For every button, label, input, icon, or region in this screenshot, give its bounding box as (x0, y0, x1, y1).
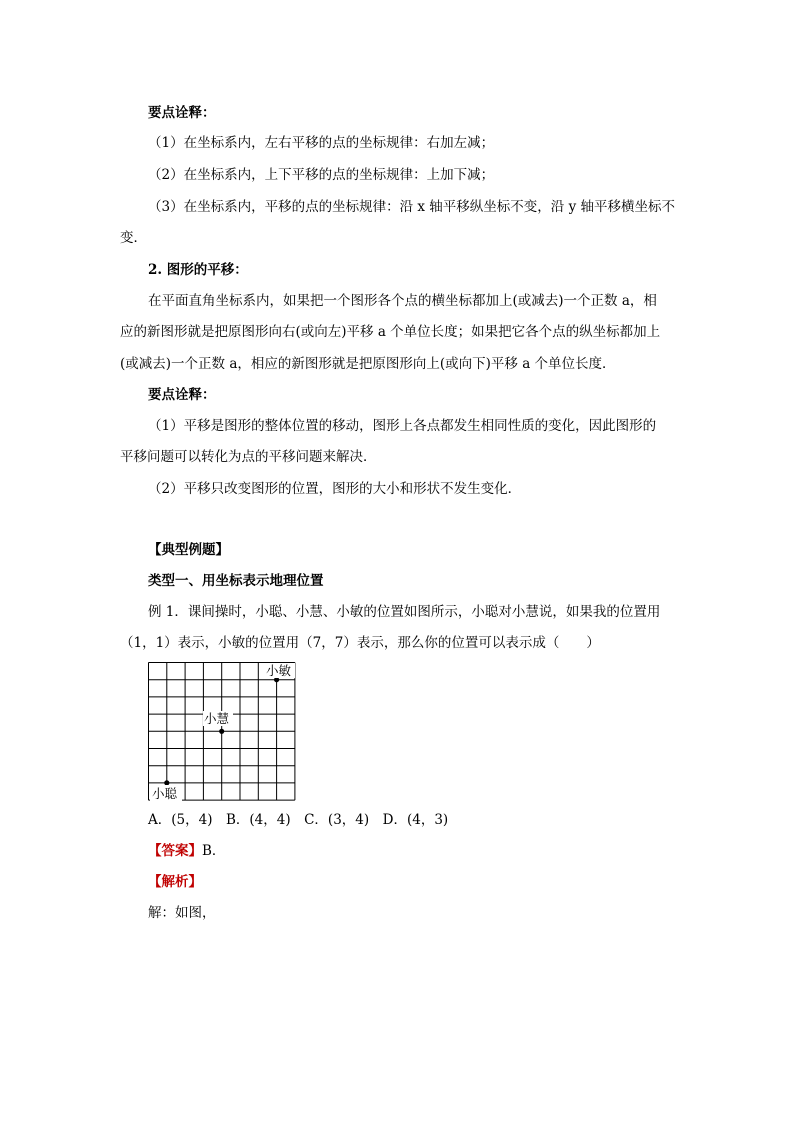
analysis-label: 【解析】 (148, 874, 202, 890)
answer-options: A．(5，4) B．(4，4) C．(3，4) D．(4，3) (148, 812, 449, 828)
answer-value: B． (202, 843, 226, 859)
type-heading: 类型一、用坐标表示地理位置 (148, 573, 324, 589)
position-grid-svg (148, 662, 296, 802)
question-line1: 例 1．课间操时，小聪、小慧、小敏的位置如图所示，小聪对小慧说，如果我的位置用 (148, 604, 661, 620)
heading-key-points: 要点诠释： (148, 105, 216, 121)
section-typical-examples: 【典型例题】 (148, 542, 229, 558)
paragraph-rule-3-line2: 变． (120, 230, 147, 246)
heading-figure-translation: 2. 图形的平移： (148, 262, 248, 278)
label-xiaomin: 小敏 (266, 663, 292, 678)
paragraph-note-1-line1: （1）平移是图形的整体位置的移动，图形上各点都发生相同性质的变化，因此图形的 (148, 418, 657, 434)
paragraph-translation-line1: 在平面直角坐标系内，如果把一个图形各个点的横坐标都加上(或减去)一个正数 a，相 (148, 293, 657, 309)
heading-key-points-2: 要点诠释： (148, 387, 216, 403)
point-xiaocong (164, 780, 169, 785)
paragraph-translation-line2: 应的新图形就是把原图形向右(或向左)平移 a 个单位长度；如果把它各个点的纵坐标都加上 (120, 324, 661, 340)
position-grid-figure (148, 662, 296, 802)
label-xiaocong: 小聪 (152, 786, 178, 801)
solution-text: 解：如图， (148, 905, 216, 921)
answer-label: 【答案】 (148, 843, 202, 859)
paragraph-note-1-line2: 平移问题可以转化为点的平移问题来解决． (120, 449, 377, 465)
paragraph-rule-1: （1）在坐标系内，左右平移的点的坐标规律：右加左减； (148, 135, 495, 151)
paragraph-rule-3-line1: （3）在坐标系内，平移的点的坐标规律：沿 x 轴平移纵坐标不变，沿 y 轴平移横坐标不 (148, 199, 675, 215)
label-xiaohui: 小慧 (204, 711, 230, 726)
answer-row (148, 842, 225, 860)
paragraph-translation-line3: (或减去)一个正数 a，相应的新图形就是把原图形向上(或向下)平移 a 个单位长度． (120, 356, 616, 372)
question-line2: （1，1）表示，小敏的位置用（7，7）表示，那么你的位置可以表示成（ ） (120, 635, 600, 651)
paragraph-rule-2: （2）在坐标系内，上下平移的点的坐标规律：上加下减； (148, 167, 495, 183)
point-xiaohui (219, 729, 224, 734)
paragraph-note-2: （2）平移只改变图形的位置，图形的大小和形状不发生变化． (148, 481, 522, 497)
